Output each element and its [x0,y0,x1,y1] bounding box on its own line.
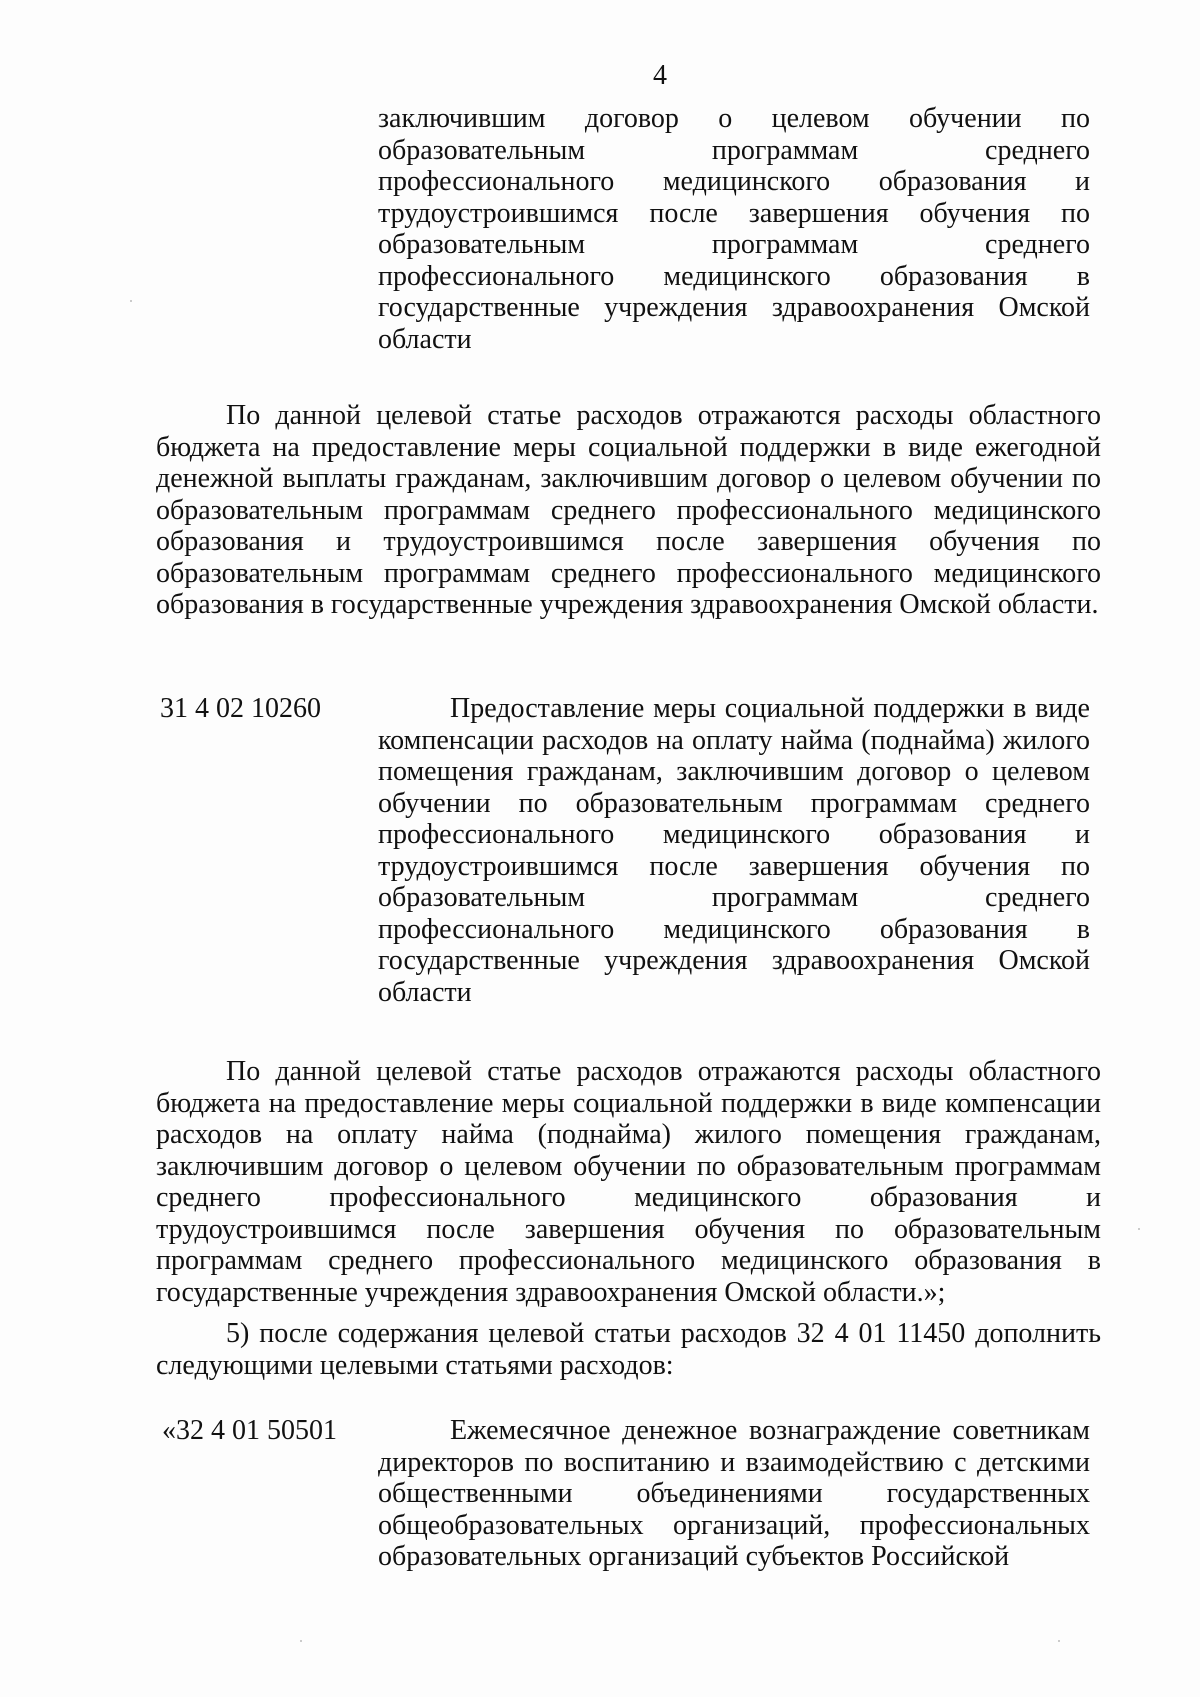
scan-speck [1058,1640,1060,1642]
page-number: 4 [653,60,667,91]
scan-speck [130,300,132,302]
scan-speck [1138,1228,1140,1230]
expense-description-1: Предоставление меры социальной поддержки в виде компенсации расходов на оплату найма (поднайма) жилого помещения гражданам, заключившим договор о целевом обучении по образовательным программам среднего профессионального медицинского образования и трудоустроившимся после завершения обучения по образовательным программам среднего профессионального медицинского образования в государственные учреждения здравоохранения Омской области [378,693,1090,1008]
continued-entry-description: заключившим договор о целевом обучении по образовательным программам среднего профессионального медицинского образования и трудоустроившимся после завершения обучения по образовательным программам среднего профессионального медицинского образования в государственные учреждения здравоохранения Омской области [378,103,1090,355]
scan-speck [300,1640,302,1642]
paragraph-expense-description-1: По данной целевой статье расходов отражаются расходы областного бюджета на предоставление меры социальной поддержки в виде ежегодной денежной выплаты гражданам, заключившим договор о целевом обучении по образовательным программам среднего профессионального медицинского образования и трудоустроившимся после завершения обучения по образовательным программам среднего профессионального медицинского образования в государственные учреждения здравоохранения Омской области. [156,400,1101,620]
paragraph-expense-description-2: По данной целевой статье расходов отражаются расходы областного бюджета на предоставление меры социальной поддержки в виде компенсации расходов на оплату найма (поднайма) жилого помещения гражданам, заключившим договор о целевом обучении по образовательным программам среднего профессионального медицинского образования и трудоустроившимся после завершения обучения по образовательным программам среднего профессионального медицинского образования в государственные учреждения здравоохранения Омской области.»; [156,1056,1101,1308]
paragraph-amendment-item-5: 5) после содержания целевой статьи расходов 32 4 01 11450 дополнить следующими целевыми статьями расходов: [156,1318,1101,1381]
expense-code-2: «32 4 01 50501 [162,1415,337,1446]
expense-description-2: Ежемесячное денежное вознаграждение советникам директоров по воспитанию и взаимодействию с детскими общественными объединениями государственных общеобразовательных организаций, профессиональных образовательных организаций субъектов Российской [378,1415,1090,1572]
expense-code-1: 31 4 02 10260 [160,693,321,724]
